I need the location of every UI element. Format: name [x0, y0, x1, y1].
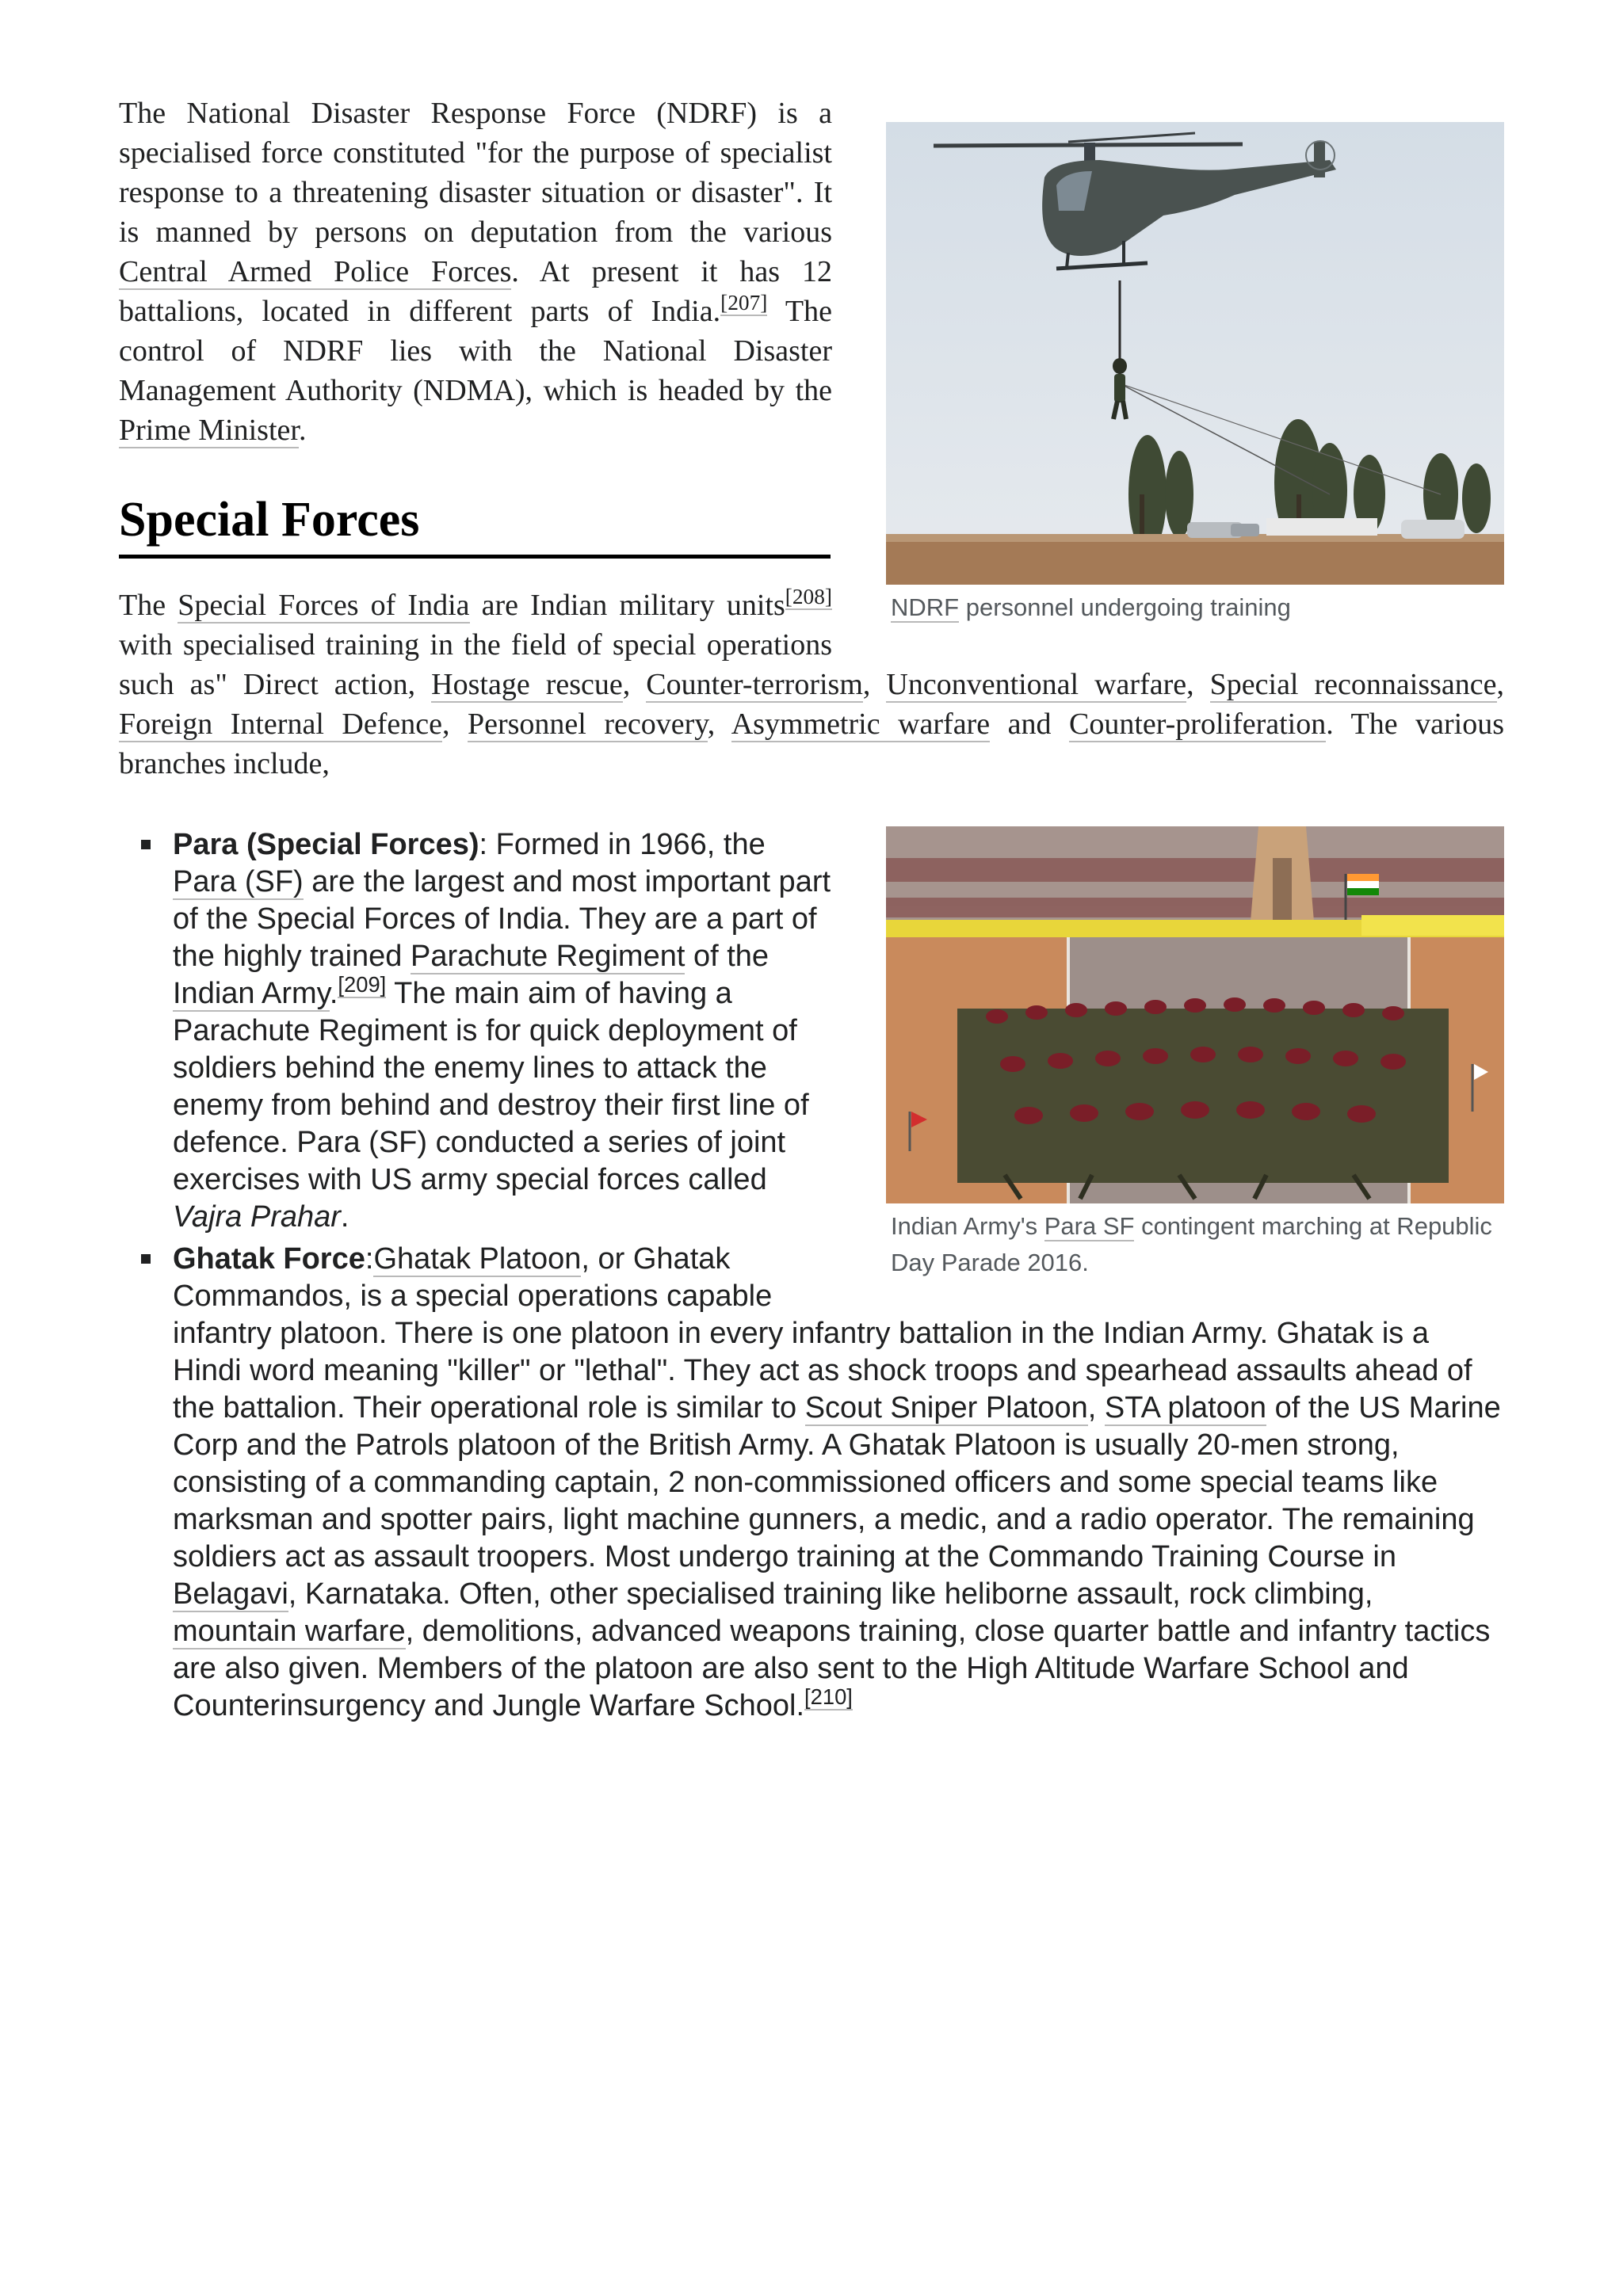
parachute-regiment-link[interactable]: Parachute Regiment — [410, 940, 685, 973]
ndrf-caption — [886, 585, 1504, 626]
article-page — [119, 93, 1504, 1730]
vajra-prahar-text: Vajra Prahar — [173, 1200, 341, 1234]
ndrf-text-1: The National Disaster Response Force (NDRF) is a specialised force constituted "for the purpose of specialist response to a threatening disaster situation or disaster". It is manned by persons on deputation from the various — [119, 97, 832, 249]
ghatak-platoon-link[interactable]: Ghatak Platoon — [373, 1242, 582, 1276]
hostage-rescue-link[interactable]: Hostage rescue — [431, 668, 623, 701]
list-item-para-sf: Para (Special Forces): Formed in 1966, the Para (SF) are the largest and most important part of the Special Forces of India. They are a part of the highly trained Parachute Regiment of the Indian Army.[209] The main aim of having a Parachute Regiment is for quick deployment of soldiers behind the enemy lines to attack the enemy from behind and destroy their first line of defence. Para (SF) conducted a series of joint exercises with US army special forces called Vajra Prahar. — [173, 826, 1504, 1236]
prime-minister-link[interactable]: Prime Minister — [119, 414, 299, 447]
personnel-recovery-link[interactable]: Personnel recovery — [467, 707, 708, 741]
ndrf-text-2: . At present it has 12 battalions, located in different parts of India. — [119, 255, 833, 328]
ndrf-paragraph: The National Disaster Response Force (NDRF) is a specialised force constituted "for the purpose of specialist response to a threatening disaster situation or disaster". It is manned by persons on deputation from the various Central Armed Police Forces. At present it has 12 battalions, located in different parts of India.[207] The control of NDRF lies with the National Disaster Management Authority (NDMA), which is headed by the Prime Minister. — [119, 97, 833, 447]
ref-209[interactable]: [209] — [338, 972, 387, 997]
capf-link[interactable]: Central Armed Police Forces — [119, 255, 512, 288]
counter-terrorism-link[interactable]: Counter-terrorism — [646, 668, 863, 701]
list-bullet — [141, 840, 151, 849]
para-sf-caption: Indian Army's Para SF contingent marching at Republic Day Parade 2016. — [891, 1212, 1492, 1276]
para-sf-title: Para (Special Forces) — [173, 828, 479, 861]
special-forces-paragraph: The Special Forces of India are Indian military units[208] with specialised training in the field of special operations such as" Direct action, Hostage rescue, Counter-terrorism, Unconventional warfare, Special reconnaissance, Foreign Internal Defence, Personnel recovery, Asymmetric warfare and Counter-proliferation. The various branches include, — [119, 585, 1505, 780]
indian-army-link[interactable]: Indian Army — [173, 977, 330, 1010]
list-item-ghatak-force: Ghatak Force:Ghatak Platoon, or Ghatak Commandos, is a special operations capable infantry platoon. There is one platoon in every infantry battalion in the Indian Army. Ghatak is a Hindi word meaning "killer" or "lethal". They act as shock troops and spearhead assaults ahead of the battalion. Their operational role is similar to Scout Sniper Platoon, STA platoon of the US Marine Corp and the Patrols platoon of the British Army. A Ghatak Platoon is usually 20-men strong, consisting of a commanding captain, 2 non-commissioned officers and some special teams like marksman and spotter pairs, light machine gunners, a medic, and a radio operator. The remaining soldiers act as assault troopers. Most undergo training at the Commando Training Course in Belagavi, Karnataka. Often, other specialised training like heliborne assault, rock climbing, mountain warfare, demolitions, advanced weapons training, close quarter battle and infantry tactics are also given. Members of the platoon are also sent to the High Altitude Warfare School and Counterinsurgency and Jungle Warfare School.[210] — [173, 1241, 1504, 1725]
mountain-warfare-link[interactable]: mountain warfare — [173, 1615, 406, 1648]
para-sf-link[interactable]: Para (SF) — [173, 865, 304, 898]
branches-list — [119, 826, 1504, 1725]
scout-sniper-platoon-link[interactable]: Scout Sniper Platoon — [804, 1391, 1088, 1425]
ndrf-figure — [886, 122, 1504, 626]
special-forces-of-india-link[interactable]: Special Forces of India — [178, 589, 470, 622]
section-heading-special-forces: Special Forces — [119, 491, 831, 559]
ndrf-helicopter-photo[interactable] — [886, 122, 1504, 585]
ndrf-caption-link[interactable]: NDRF — [891, 593, 960, 621]
unconventional-warfare-link[interactable]: Unconventional warfare — [886, 668, 1187, 701]
belagavi-link[interactable]: Belagavi — [173, 1577, 288, 1611]
sta-platoon-link[interactable]: STA platoon — [1104, 1391, 1267, 1425]
list-bullet — [141, 1254, 151, 1264]
ndrf-caption-text: personnel undergoing training — [959, 593, 1291, 621]
foreign-internal-defence-link[interactable]: Foreign Internal Defence — [119, 707, 442, 741]
ref-210[interactable]: [210] — [804, 1684, 853, 1710]
ndrf-text-3: The control of NDRF lies with the National Disaster Management Authority (NDMA), which is headed by the — [119, 295, 832, 407]
ghatak-force-title: Ghatak Force — [173, 1242, 365, 1276]
counter-proliferation-link[interactable]: Counter-proliferation — [1068, 707, 1327, 741]
ref-207[interactable]: [207] — [720, 291, 768, 315]
special-reconnaissance-link[interactable]: Special reconnaissance — [1209, 668, 1497, 701]
asymmetric-warfare-link[interactable]: Asymmetric warfare — [731, 707, 991, 741]
para-sf-caption-link[interactable]: Para SF — [1044, 1212, 1135, 1240]
ref-208[interactable]: [208] — [785, 585, 832, 609]
